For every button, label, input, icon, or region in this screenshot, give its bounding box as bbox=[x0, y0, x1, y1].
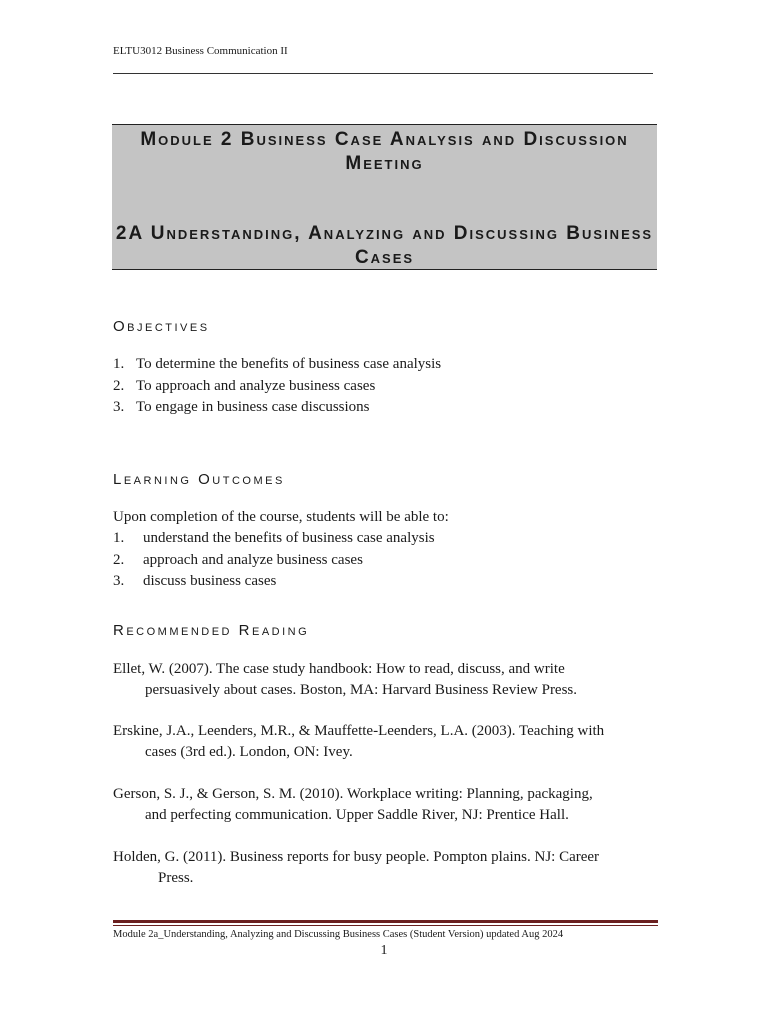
footer-rule bbox=[113, 920, 658, 923]
list-item: 3. To engage in business case discussions bbox=[113, 399, 370, 415]
reference-entry: Erskine, J.A., Leenders, M.R., & Mauffette-Leenders, L.A. (2003). Teaching with cases (3rd ed.). London, ON: Ivey. bbox=[113, 723, 605, 760]
recommended-reading-heading: Recommended Reading bbox=[113, 622, 310, 639]
reference-entry: Gerson, S. J., & Gerson, S. M. (2010). Workplace writing: Planning, packaging, and perfecting communication. Upper Saddle River, NJ: Prentice Hall. bbox=[113, 786, 593, 823]
outcomes-list bbox=[113, 528, 435, 593]
header-rule bbox=[113, 73, 653, 74]
module-title: Module 2 Business Case Analysis and Discussion Meeting bbox=[140, 129, 629, 174]
list-item: 2. approach and analyze business cases bbox=[113, 551, 363, 568]
learning-outcomes-heading: Learning Outcomes bbox=[113, 471, 285, 488]
objectives-list bbox=[113, 354, 441, 419]
page-header: ELTU3012 Business Communication II bbox=[113, 45, 288, 57]
list-item: 2. To approach and analyze business cases bbox=[113, 377, 376, 394]
reference-entry: Ellet, W. (2007). The case study handbook: How to read, discuss, and write persuasively about cases. Boston, MA: Harvard Business Review Press. bbox=[113, 661, 578, 698]
list-item: 1. To determine the benefits of business case analysis bbox=[113, 356, 442, 372]
page-number: 1 bbox=[380, 943, 388, 958]
reference-entry: Holden, G. (2011). Business reports for busy people. Pompton plains. NJ: Career Press. bbox=[113, 849, 600, 886]
objectives-heading: Objectives bbox=[113, 318, 210, 335]
list-item: 1. understand the benefits of business case analysis bbox=[113, 530, 435, 546]
outcomes-intro: Upon completion of the course, students will be able to: bbox=[113, 509, 449, 525]
unit-title: 2A Understanding, Analyzing and Discussing Business Cases bbox=[115, 223, 654, 268]
list-item: 3. discuss business cases bbox=[113, 573, 277, 589]
module-title-box bbox=[112, 124, 657, 270]
footer-rule-thin bbox=[113, 925, 658, 926]
footer-text: Module 2a_Understanding, Analyzing and Discussing Business Cases (Student Version) updated Aug 2024 bbox=[113, 929, 564, 940]
